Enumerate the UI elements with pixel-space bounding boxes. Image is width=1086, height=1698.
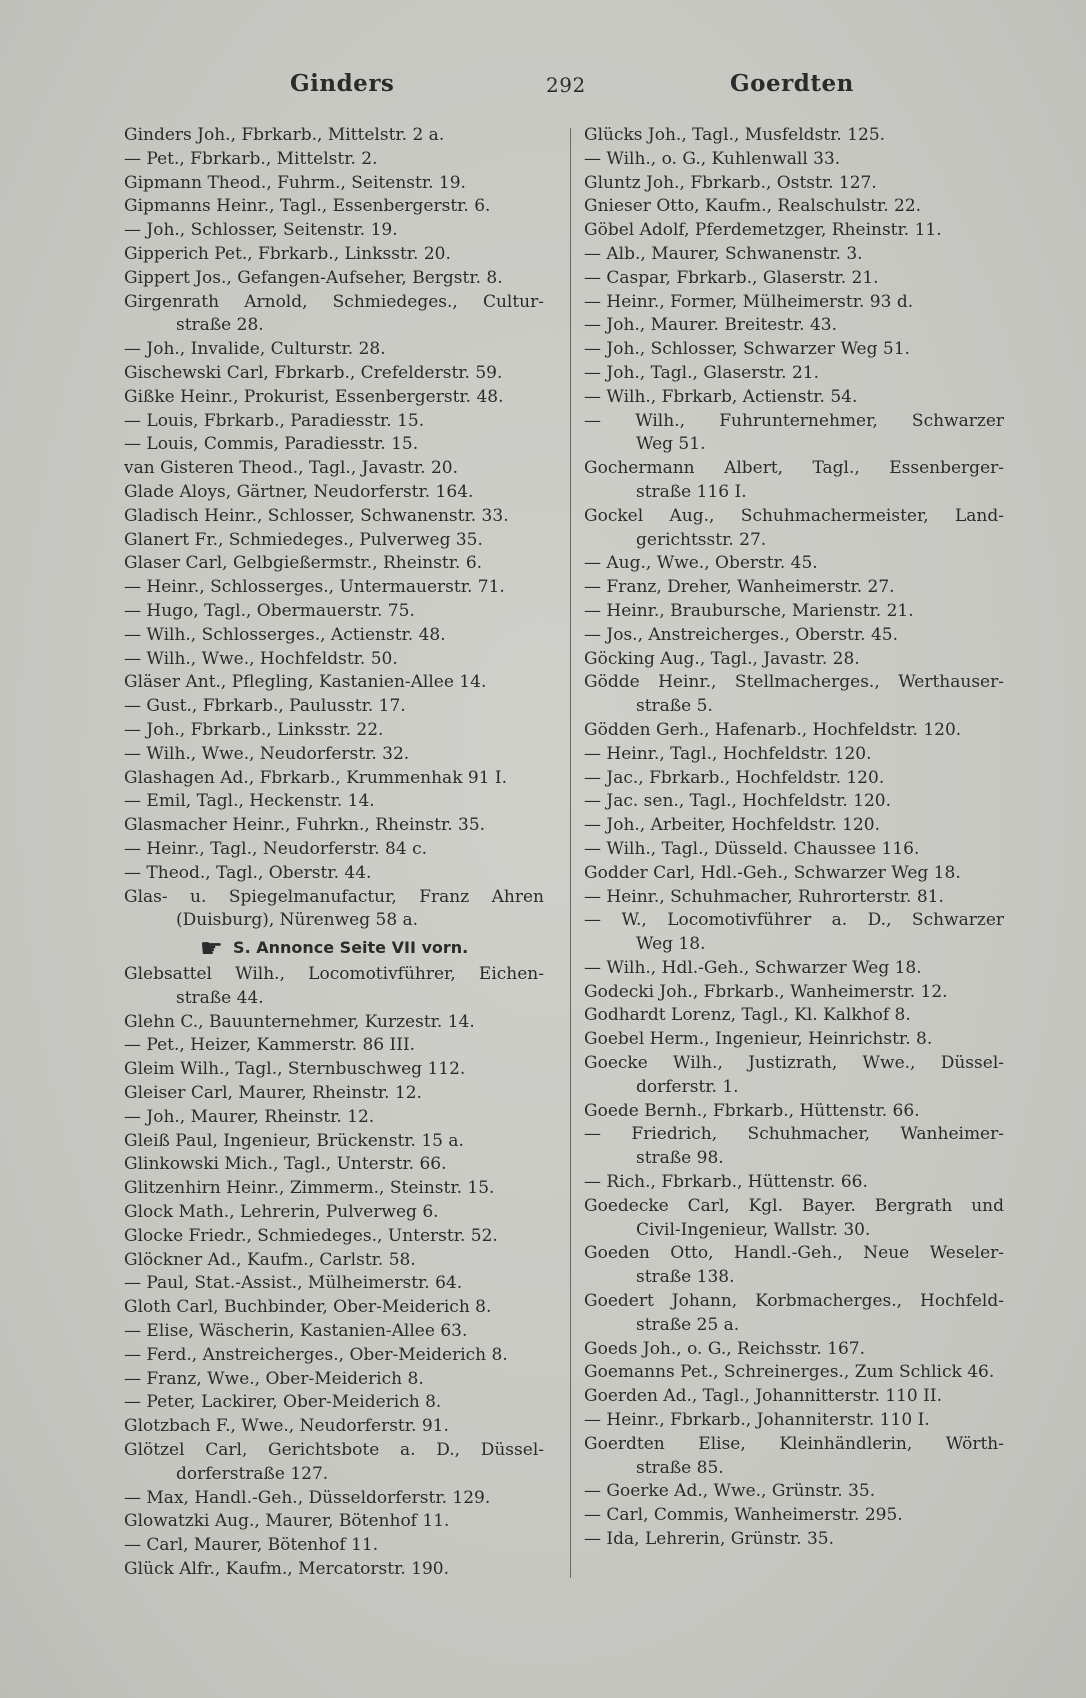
advert-notice bbox=[124, 933, 544, 963]
directory-entry bbox=[124, 433, 544, 457]
entry-line: — Paul, Stat.-Assist., Mülheimerstr. 64. bbox=[124, 1273, 463, 1294]
entry-line: Gipmanns Heinr., Tagl., Essenbergerstr. 6. bbox=[124, 196, 491, 217]
entry-line: — Hugo, Tagl., Obermauerstr. 75. bbox=[124, 600, 415, 621]
entry-line: Glitzenhirn Heinr., Zimmerm., Steinstr. 15. bbox=[124, 1178, 495, 1199]
directory-entry bbox=[124, 410, 544, 434]
directory-entry bbox=[124, 767, 544, 791]
directory-entry bbox=[584, 1100, 1004, 1124]
directory-entry bbox=[584, 1171, 1004, 1195]
directory-entry bbox=[584, 1242, 1004, 1290]
directory-entry bbox=[584, 291, 1004, 315]
directory-entry bbox=[124, 1558, 544, 1582]
entry-line: — Wilh., Wwe., Neudorferstr. 32. bbox=[124, 743, 410, 764]
entry-line: Gißke Heinr., Prokurist, Essenbergerstr. 48. bbox=[124, 386, 504, 407]
entry-line: Glocke Friedr., Schmiedeges., Unterstr. 52. bbox=[124, 1225, 498, 1246]
entry-line: — Wilh., Schlosserges., Actienstr. 48. bbox=[124, 624, 446, 645]
directory-entry bbox=[584, 552, 1004, 576]
entry-line: van Gisteren Theod., Tagl., Javastr. 20. bbox=[124, 458, 458, 479]
entry-line: — Jac. sen., Tagl., Hochfeldstr. 120. bbox=[584, 791, 891, 812]
entry-line: — Jos., Anstreicherges., Oberstr. 45. bbox=[584, 624, 898, 645]
directory-entry bbox=[124, 1201, 544, 1225]
directory-entry bbox=[584, 314, 1004, 338]
directory-entry bbox=[124, 671, 544, 695]
entry-line: — Heinr., Former, Mülheimerstr. 93 d. bbox=[584, 291, 914, 312]
directory-entry bbox=[584, 957, 1004, 981]
directory-entry bbox=[124, 886, 544, 934]
directory-entry bbox=[584, 576, 1004, 600]
entry-line: — Jac., Fbrkarb., Hochfeldstr. 120. bbox=[584, 767, 885, 788]
entry-continuation: straße 5. bbox=[636, 696, 713, 717]
directory-entry bbox=[124, 695, 544, 719]
entry-line: Glock Math., Lehrerin, Pulverweg 6. bbox=[124, 1202, 439, 1223]
entry-line: Glasmacher Heinr., Fuhrkn., Rheinstr. 35. bbox=[124, 815, 486, 836]
pointing-hand-icon: ☛ bbox=[199, 933, 224, 964]
directory-entry bbox=[124, 814, 544, 838]
directory-entry bbox=[124, 1034, 544, 1058]
directory-entry bbox=[584, 790, 1004, 814]
entry-continuation: straße 98. bbox=[636, 1148, 724, 1169]
entry-continuation: (Duisburg), Nürenweg 58 a. bbox=[176, 910, 419, 931]
entry-line: Goemanns Pet., Schreinerges., Zum Schlick 46. bbox=[584, 1362, 995, 1383]
entry-line: — Elise, Wäscherin, Kastanien-Allee 63. bbox=[124, 1321, 468, 1342]
directory-entry bbox=[124, 1487, 544, 1511]
directory-entry bbox=[584, 386, 1004, 410]
directory-entry bbox=[124, 1130, 544, 1154]
entry-line: Gödden Gerh., Hafenarb., Hochfeldstr. 120. bbox=[584, 719, 962, 740]
left-column bbox=[124, 124, 544, 1582]
entry-line: — Ida, Lehrerin, Grünstr. 35. bbox=[584, 1529, 835, 1550]
entry-line: Gödde Heinr., Stellmacherges., Werthauser- bbox=[584, 672, 1004, 693]
entry-line: Göcking Aug., Tagl., Javastr. 28. bbox=[584, 648, 860, 669]
entry-line: — Louis, Commis, Paradiesstr. 15. bbox=[124, 434, 419, 455]
entry-line: — Pet., Fbrkarb., Mittelstr. 2. bbox=[124, 148, 378, 169]
directory-entry bbox=[584, 1004, 1004, 1028]
entry-line: Gochermann Albert, Tagl., Essenberger- bbox=[584, 458, 1004, 479]
entry-line: — Wilh., Fbrkarb, Actienstr. 54. bbox=[584, 386, 858, 407]
directory-entry bbox=[124, 172, 544, 196]
directory-entry bbox=[584, 600, 1004, 624]
entry-line: Gnieser Otto, Kaufm., Realschulstr. 22. bbox=[584, 196, 922, 217]
directory-entry bbox=[124, 963, 544, 1011]
entry-line: Gischewski Carl, Fbrkarb., Crefelderstr. 59. bbox=[124, 362, 503, 383]
entry-line: — Friedrich, Schuhmacher, Wanheimer- bbox=[584, 1124, 1004, 1145]
entry-line: — Rich., Fbrkarb., Hüttenstr. 66. bbox=[584, 1172, 868, 1193]
directory-entry bbox=[124, 790, 544, 814]
directory-entry bbox=[124, 719, 544, 743]
entry-line: Glöckner Ad., Kaufm., Carlstr. 58. bbox=[124, 1249, 416, 1270]
entry-line: — Joh., Arbeiter, Hochfeldstr. 120. bbox=[584, 815, 881, 836]
entry-line: Göbel Adolf, Pferdemetzger, Rheinstr. 11. bbox=[584, 220, 942, 241]
entry-line: — Louis, Fbrkarb., Paradiesstr. 15. bbox=[124, 410, 425, 431]
entry-line: — Joh., Maurer, Rheinstr. 12. bbox=[124, 1106, 375, 1127]
directory-entry bbox=[584, 362, 1004, 386]
entry-line: — Joh., Tagl., Glaserstr. 21. bbox=[584, 362, 820, 383]
directory-entry bbox=[124, 1225, 544, 1249]
directory-entry bbox=[124, 1249, 544, 1273]
directory-entry bbox=[584, 624, 1004, 648]
entry-line: Glanert Fr., Schmiedeges., Pulverweg 35. bbox=[124, 529, 483, 550]
entry-line: — Heinr., Schlosserges., Untermauerstr. 71. bbox=[124, 577, 505, 598]
directory-entry bbox=[124, 529, 544, 553]
entry-line: Gockel Aug., Schuhmachermeister, Land- bbox=[584, 505, 1004, 526]
entry-line: — Wilh., o. G., Kuhlenwall 33. bbox=[584, 148, 841, 169]
entry-line: Glötzel Carl, Gerichtsbote a. D., Düssel- bbox=[124, 1440, 544, 1461]
entry-continuation: straße 85. bbox=[636, 1457, 724, 1478]
directory-entry bbox=[584, 862, 1004, 886]
entry-continuation: Civil-Ingenieur, Wallstr. 30. bbox=[636, 1219, 871, 1240]
entry-line: Godecki Joh., Fbrkarb., Wanheimerstr. 12. bbox=[584, 981, 948, 1002]
entry-line: Glaser Carl, Gelbgießermstr., Rheinstr. 6. bbox=[124, 553, 483, 574]
entry-line: — Heinr., Tagl., Neudorferstr. 84 c. bbox=[124, 838, 428, 859]
directory-entry bbox=[584, 1195, 1004, 1243]
entry-line: — Peter, Lackirer, Ober-Meiderich 8. bbox=[124, 1392, 442, 1413]
entry-line: — Carl, Commis, Wanheimerstr. 295. bbox=[584, 1505, 903, 1526]
entry-line: Gleiß Paul, Ingenieur, Brückenstr. 15 a. bbox=[124, 1130, 464, 1151]
directory-entry bbox=[584, 1409, 1004, 1433]
entry-line: — Alb., Maurer, Schwanenstr. 3. bbox=[584, 243, 863, 264]
entry-line: Goebel Herm., Ingenieur, Heinrichstr. 8. bbox=[584, 1029, 933, 1050]
entry-line: — Heinr., Fbrkarb., Johanniterstr. 110 I. bbox=[584, 1410, 930, 1431]
entry-line: Goeds Joh., o. G., Reichsstr. 167. bbox=[584, 1338, 865, 1359]
directory-entry bbox=[584, 1504, 1004, 1528]
directory-entry bbox=[124, 386, 544, 410]
entry-line: Gleim Wilh., Tagl., Sternbuschweg 112. bbox=[124, 1059, 466, 1080]
directory-entry bbox=[124, 1344, 544, 1368]
entry-line: — Heinr., Schuhmacher, Ruhrorterstr. 81. bbox=[584, 886, 944, 907]
directory-entry bbox=[584, 505, 1004, 553]
directory-entry bbox=[124, 338, 544, 362]
entry-line: — Wilh., Hdl.-Geh., Schwarzer Weg 18. bbox=[584, 957, 922, 978]
directory-entry bbox=[584, 767, 1004, 791]
directory-entry bbox=[124, 1534, 544, 1558]
directory-entry bbox=[584, 1123, 1004, 1171]
directory-entry bbox=[124, 195, 544, 219]
directory-entry bbox=[124, 1415, 544, 1439]
directory-entry bbox=[584, 172, 1004, 196]
directory-entry bbox=[584, 814, 1004, 838]
entry-line: — Gust., Fbrkarb., Paulusstr. 17. bbox=[124, 696, 406, 717]
directory-entry bbox=[124, 124, 544, 148]
entry-line: — Goerke Ad., Wwe., Grünstr. 35. bbox=[584, 1481, 876, 1502]
entry-line: Godhardt Lorenz, Tagl., Kl. Kalkhof 8. bbox=[584, 1005, 911, 1026]
directory-entry bbox=[124, 267, 544, 291]
directory-entry bbox=[584, 1052, 1004, 1100]
column-divider bbox=[570, 128, 571, 1578]
entry-line: Goedecke Carl, Kgl. Bayer. Bergrath und bbox=[584, 1195, 1004, 1216]
entry-continuation: straße 28. bbox=[176, 315, 264, 336]
directory-entry bbox=[584, 195, 1004, 219]
directory-entry bbox=[124, 1296, 544, 1320]
entry-continuation: Weg 51. bbox=[636, 434, 706, 455]
entry-line: — Wilh., Tagl., Düsseld. Chaussee 116. bbox=[584, 838, 920, 859]
entry-line: Goedert Johann, Korbmacherges., Hochfeld- bbox=[584, 1291, 1004, 1312]
directory-entry bbox=[124, 1391, 544, 1415]
directory-entry bbox=[584, 671, 1004, 719]
directory-entry bbox=[124, 624, 544, 648]
directory-entry bbox=[584, 1290, 1004, 1338]
entry-line: — Emil, Tagl., Heckenstr. 14. bbox=[124, 791, 375, 812]
directory-entry bbox=[124, 481, 544, 505]
directory-entry bbox=[584, 1433, 1004, 1481]
entry-line: — Joh., Schlosser, Schwarzer Weg 51. bbox=[584, 339, 910, 360]
directory-entry bbox=[584, 1528, 1004, 1552]
entry-line: — Franz, Wwe., Ober-Meiderich 8. bbox=[124, 1368, 424, 1389]
directory-entry bbox=[124, 1272, 544, 1296]
entry-line: — Joh., Fbrkarb., Linksstr. 22. bbox=[124, 719, 384, 740]
directory-entry bbox=[124, 576, 544, 600]
entry-line: Goeden Otto, Handl.-Geh., Neue Weseler- bbox=[584, 1243, 1004, 1264]
entry-line: — Heinr., Braubursche, Marienstr. 21. bbox=[584, 600, 914, 621]
entry-line: — Caspar, Fbrkarb., Glaserstr. 21. bbox=[584, 267, 879, 288]
entry-line: — Wilh., Wwe., Hochfeldstr. 50. bbox=[124, 648, 398, 669]
directory-entry bbox=[584, 243, 1004, 267]
directory-entry bbox=[124, 1058, 544, 1082]
entry-line: — Franz, Dreher, Wanheimerstr. 27. bbox=[584, 577, 895, 598]
entry-continuation: straße 44. bbox=[176, 987, 264, 1008]
running-head-left: Ginders bbox=[290, 70, 395, 97]
entry-line: — Carl, Maurer, Bötenhof 11. bbox=[124, 1535, 379, 1556]
entry-line: Glowatzki Aug., Maurer, Bötenhof 11. bbox=[124, 1511, 450, 1532]
entry-line: Glashagen Ad., Fbrkarb., Krummenhak 91 I. bbox=[124, 767, 508, 788]
directory-entry bbox=[124, 362, 544, 386]
directory-entry bbox=[124, 838, 544, 862]
directory-entry bbox=[124, 600, 544, 624]
entry-line: Gipperich Pet., Fbrkarb., Linksstr. 20. bbox=[124, 243, 451, 264]
directory-entry bbox=[124, 862, 544, 886]
entry-line: Glotzbach F., Wwe., Neudorferstr. 91. bbox=[124, 1416, 449, 1437]
entry-line: Gippert Jos., Gefangen-Aufseher, Bergstr. 8. bbox=[124, 267, 503, 288]
entry-line: Gleiser Carl, Maurer, Rheinstr. 12. bbox=[124, 1083, 422, 1104]
entry-continuation: Weg 18. bbox=[636, 934, 706, 955]
entry-line: Gipmann Theod., Fuhrm., Seitenstr. 19. bbox=[124, 172, 466, 193]
directory-entry bbox=[584, 338, 1004, 362]
directory-entry bbox=[124, 1368, 544, 1392]
entry-line: — Aug., Wwe., Oberstr. 45. bbox=[584, 553, 818, 574]
directory-entry bbox=[584, 1361, 1004, 1385]
directory-entry bbox=[584, 648, 1004, 672]
entry-line: — Pet., Heizer, Kammerstr. 86 III. bbox=[124, 1035, 416, 1056]
entry-line: Goecke Wilh., Justizrath, Wwe., Düssel- bbox=[584, 1053, 1004, 1074]
directory-entry bbox=[124, 291, 544, 339]
entry-line: Glinkowski Mich., Tagl., Unterstr. 66. bbox=[124, 1154, 447, 1175]
entry-line: — Heinr., Tagl., Hochfeldstr. 120. bbox=[584, 743, 872, 764]
entry-line: — W., Locomotivführer a. D., Schwarzer bbox=[584, 910, 1004, 931]
entry-line: Ginders Joh., Fbrkarb., Mittelstr. 2 a. bbox=[124, 125, 445, 145]
entry-continuation: dorferstraße 127. bbox=[176, 1463, 329, 1484]
entry-line: — Wilh., Fuhrunternehmer, Schwarzer bbox=[584, 410, 1004, 431]
directory-entry bbox=[124, 1320, 544, 1344]
entry-line: — Joh., Schlosser, Seitenstr. 19. bbox=[124, 220, 398, 241]
entry-continuation: straße 25 a. bbox=[636, 1314, 740, 1335]
directory-entry bbox=[584, 410, 1004, 458]
directory-entry bbox=[584, 457, 1004, 505]
directory-entry bbox=[124, 243, 544, 267]
advert-notice-text: S. Annonce Seite VII vorn. bbox=[233, 938, 469, 958]
entry-line: — Joh., Maurer. Breitestr. 43. bbox=[584, 315, 838, 336]
directory-entry bbox=[124, 1106, 544, 1130]
entry-line: Girgenrath Arnold, Schmiedeges., Cultur- bbox=[124, 291, 544, 312]
directory-entry bbox=[124, 1510, 544, 1534]
directory-entry bbox=[584, 1385, 1004, 1409]
entry-line: Gloth Carl, Buchbinder, Ober-Meiderich 8. bbox=[124, 1297, 492, 1318]
directory-entry bbox=[584, 1028, 1004, 1052]
entry-line: Godder Carl, Hdl.-Geh., Schwarzer Weg 18. bbox=[584, 862, 961, 883]
directory-entry bbox=[124, 648, 544, 672]
directory-entry bbox=[584, 981, 1004, 1005]
entry-line: Glück Alfr., Kaufm., Mercatorstr. 190. bbox=[124, 1559, 449, 1580]
running-head-right: Goerdten bbox=[730, 70, 854, 97]
entry-line: Glade Aloys, Gärtner, Neudorferstr. 164. bbox=[124, 481, 474, 502]
directory-entry bbox=[124, 505, 544, 529]
entry-continuation: straße 138. bbox=[636, 1267, 735, 1288]
entry-continuation: straße 116 I. bbox=[636, 481, 747, 502]
directory-entry bbox=[124, 1153, 544, 1177]
directory-entry bbox=[584, 886, 1004, 910]
entry-line: Glas- u. Spiegelmanufactur, Franz Ahren bbox=[124, 886, 544, 907]
right-column bbox=[584, 124, 1004, 1552]
directory-entry bbox=[584, 1338, 1004, 1362]
directory-entry bbox=[124, 1082, 544, 1106]
entry-line: Goede Bernh., Fbrkarb., Hüttenstr. 66. bbox=[584, 1100, 920, 1121]
directory-entry bbox=[584, 743, 1004, 767]
directory-entry bbox=[124, 219, 544, 243]
page-number: 292 bbox=[546, 73, 586, 97]
directory-entry bbox=[584, 124, 1004, 148]
entry-continuation: dorferstr. 1. bbox=[636, 1076, 739, 1097]
entry-line: — Joh., Invalide, Culturstr. 28. bbox=[124, 339, 386, 360]
directory-entry bbox=[584, 267, 1004, 291]
directory-entry bbox=[584, 148, 1004, 172]
entry-line: Gluntz Joh., Fbrkarb., Oststr. 127. bbox=[584, 172, 877, 193]
entry-line: Glücks Joh., Tagl., Musfeldstr. 125. bbox=[584, 125, 886, 145]
directory-entry bbox=[584, 909, 1004, 957]
directory-entry bbox=[584, 719, 1004, 743]
directory-entry bbox=[124, 148, 544, 172]
entry-line: Glehn C., Bauunternehmer, Kurzestr. 14. bbox=[124, 1011, 475, 1032]
directory-entry bbox=[124, 457, 544, 481]
entry-line: Gläser Ant., Pflegling, Kastanien-Allee 14. bbox=[124, 672, 487, 693]
directory-entry bbox=[584, 838, 1004, 862]
directory-entry bbox=[124, 743, 544, 767]
entry-line: — Ferd., Anstreicherges., Ober-Meiderich 8. bbox=[124, 1344, 508, 1365]
entry-line: Gladisch Heinr., Schlosser, Schwanenstr. 33. bbox=[124, 505, 509, 526]
directory-entry bbox=[124, 1439, 544, 1487]
entry-line: — Theod., Tagl., Oberstr. 44. bbox=[124, 862, 372, 883]
entry-line: — Max, Handl.-Geh., Düsseldorferstr. 129. bbox=[124, 1487, 491, 1508]
directory-entry bbox=[124, 552, 544, 576]
entry-continuation: gerichtsstr. 27. bbox=[636, 529, 767, 550]
entry-line: Goerdten Elise, Kleinhändlerin, Wörth- bbox=[584, 1433, 1004, 1454]
directory-entry bbox=[584, 219, 1004, 243]
entry-line: Goerden Ad., Tagl., Johannitterstr. 110 II. bbox=[584, 1386, 942, 1407]
entry-line: Glebsattel Wilh., Locomotivführer, Eichen- bbox=[124, 964, 544, 985]
directory-entry bbox=[124, 1011, 544, 1035]
directory-entry bbox=[584, 1480, 1004, 1504]
directory-entry bbox=[124, 1177, 544, 1201]
